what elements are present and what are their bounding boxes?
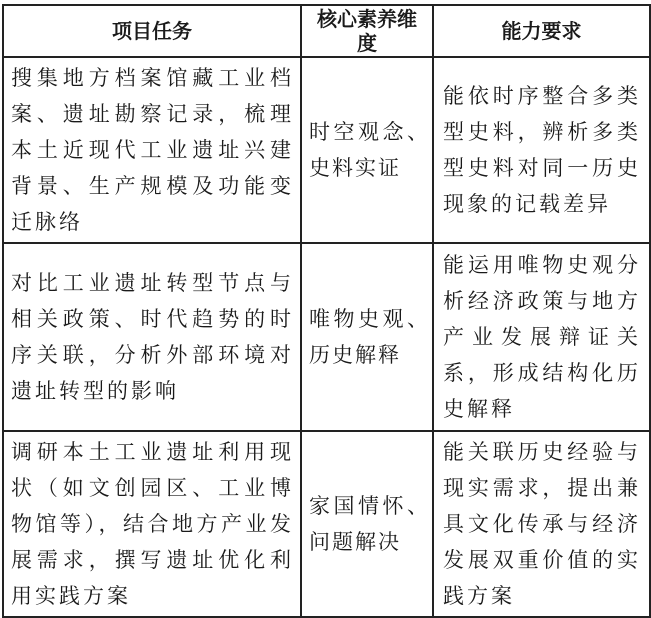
header-project-task: 项目任务 xyxy=(3,5,301,57)
requirement-cell xyxy=(433,243,650,431)
table-header-row xyxy=(3,5,650,57)
task-cell xyxy=(3,243,301,431)
requirement-cell xyxy=(433,431,650,617)
table-row xyxy=(3,243,650,431)
dimension-text: 家国情怀、问题解决 xyxy=(309,494,430,554)
task-text: 对比工业遗址转型节点与相关政策、时代趋势的时序关联，分析外部环境对遗址转型的影响 xyxy=(11,271,294,403)
dimension-cell xyxy=(301,243,433,431)
requirement-text: 能依时序整合多类型史料，辨析多类型史料对同一历史现象的记载差异 xyxy=(443,84,641,216)
requirement-text: 能运用唯物史观分析经济政策与地方产业发展辩证关系，形成结构化历史解释 xyxy=(443,253,641,421)
requirement-cell xyxy=(433,57,650,243)
ability-requirements-table xyxy=(2,4,651,618)
dimension-text: 时空观念、史料实证 xyxy=(309,120,430,180)
task-text: 搜集地方档案馆藏工业档案、遗址勘察记录，梳理本土近现代工业遗址兴建背景、生产规模及功能变迁脉络 xyxy=(11,66,294,234)
ability-table-container xyxy=(2,4,649,608)
dimension-cell xyxy=(301,57,433,243)
dimension-text: 唯物史观、历史解释 xyxy=(309,307,430,367)
table-row xyxy=(3,57,650,243)
task-cell xyxy=(3,431,301,617)
header-ability-requirement: 能力要求 xyxy=(433,5,650,57)
header-core-literacy-dimension-text: 核心素养维度 xyxy=(317,7,417,55)
header-core-literacy-dimension xyxy=(301,5,433,57)
table-row xyxy=(3,431,650,617)
dimension-cell xyxy=(301,431,433,617)
task-text: 调研本土工业遗址利用现状（如文创园区、工业博物馆等），结合地方产业发展需求，撰写遗址优化利用实践方案 xyxy=(11,440,294,608)
task-cell xyxy=(3,57,301,243)
requirement-text: 能关联历史经验与现实需求，提出兼具文化传承与经济发展双重价值的实践方案 xyxy=(443,440,641,608)
